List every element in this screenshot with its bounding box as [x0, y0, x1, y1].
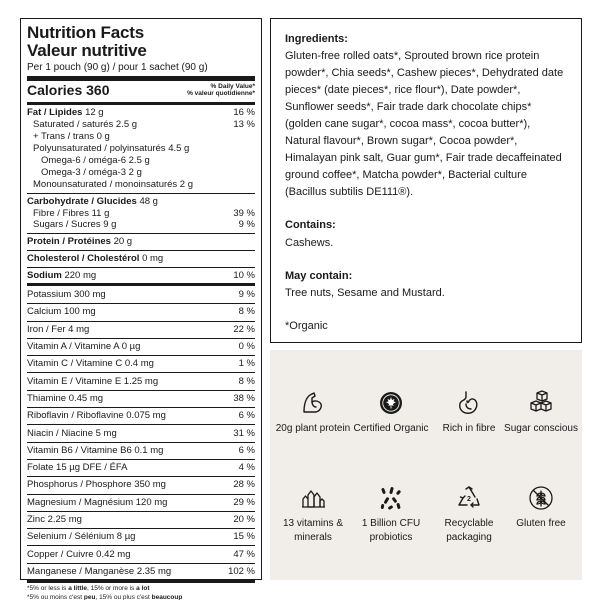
mineral-row	[27, 459, 255, 476]
nutrition-title-en: Nutrition Facts	[27, 23, 144, 42]
mineral-dv: 22 %	[233, 323, 255, 335]
ingredients-panel	[270, 18, 582, 343]
mineral-dv: 28 %	[233, 479, 255, 491]
crystals-icon	[300, 485, 326, 511]
ingredients-heading: Ingredients:	[285, 33, 348, 45]
minerals-list	[27, 283, 255, 580]
feature-probiotics	[352, 485, 430, 544]
protein-amount: 20 g	[113, 236, 133, 248]
saturated-label: Saturated / saturés 2.5 g	[33, 118, 138, 130]
mineral-label: Iron / Fer 4 mg	[27, 323, 90, 335]
trans-label-row	[27, 131, 255, 143]
carb-row	[27, 196, 255, 208]
feature-label: Certified Organic	[353, 423, 429, 434]
gluten-free-icon	[528, 485, 554, 511]
mineral-label: Copper / Cuivre 0.42 mg	[27, 548, 131, 560]
mineral-dv: 9 %	[238, 288, 255, 300]
sugars-row	[27, 219, 255, 231]
mineral-row	[27, 303, 255, 320]
mineral-row	[27, 338, 255, 355]
fibre-label: Fibre / Fibres 11 g	[33, 207, 110, 219]
footnote-bold: a lot	[136, 584, 150, 592]
mineral-label: Niacin / Niacine 5 mg	[27, 427, 117, 439]
omega6-row	[27, 155, 255, 167]
mineral-dv: 47 %	[233, 548, 255, 560]
mono-label: Monounsaturated / monoinsaturés 2 g	[33, 178, 194, 190]
bacteria-icon	[378, 485, 404, 511]
calories: Calories 360	[27, 82, 110, 99]
fat-amount: 12 g	[85, 106, 104, 118]
mineral-label: Riboflavin / Riboflavine 0.075 mg	[27, 410, 166, 422]
mineral-dv: 102 %	[228, 565, 255, 577]
stomach-icon	[456, 390, 482, 416]
feature-label: 20g plant protein	[275, 423, 351, 434]
mineral-label: Phosphorus / Phosphore 350 mg	[27, 479, 166, 491]
footnote-en	[27, 585, 255, 594]
mineral-row	[27, 321, 255, 338]
mineral-row	[27, 424, 255, 441]
feature-label: Rich in fibre	[442, 423, 496, 434]
mineral-label: Vitamin A / Vitamine A 0 µg	[27, 341, 141, 353]
feature-vitamins	[274, 485, 352, 544]
feature-sugar	[502, 390, 580, 436]
fat-dv: 16 %	[233, 106, 255, 118]
fibre-dv: 39 %	[233, 207, 255, 219]
carb-amount: 48 g	[139, 195, 158, 207]
footnote-bold: beaucoup	[151, 593, 183, 600]
poly-row	[27, 143, 255, 155]
mineral-row	[27, 476, 255, 493]
nutrition-title-fr: Valeur nutritive	[27, 40, 147, 60]
feature-fibre	[430, 390, 508, 436]
mineral-row	[27, 286, 255, 303]
sugars-dv: 9 %	[238, 219, 255, 231]
sodium-label: Sodium	[27, 270, 62, 282]
mineral-dv: 29 %	[233, 496, 255, 508]
mineral-dv: 31 %	[233, 427, 255, 439]
cholesterol-amount: 0 mg	[142, 253, 164, 265]
flexed-arm-icon	[300, 390, 326, 416]
omega3-row	[27, 167, 255, 179]
mineral-row	[27, 563, 255, 580]
mineral-row	[27, 494, 255, 511]
mineral-label: Vitamin B6 / Vitamine B6 0.1 mg	[27, 444, 164, 456]
mineral-row	[27, 528, 255, 545]
mineral-label: Thiamine 0.45 mg	[27, 392, 104, 404]
sat-trans-dv: 13 %	[233, 119, 255, 131]
mineral-label: Vitamin E / Vitamine E 1.25 mg	[27, 375, 159, 387]
feature-gluten-free	[502, 485, 580, 531]
sugars-label: Sugars / Sucres 9 g	[33, 219, 117, 231]
mineral-label: Potassium 300 mg	[27, 288, 106, 300]
mineral-label: Zinc 2.25 mg	[27, 514, 82, 525]
dv-header-en: % Daily Value*	[210, 83, 255, 91]
feature-label: Recyclable packaging	[444, 518, 494, 543]
mineral-label: Calcium 100 mg	[27, 306, 96, 318]
omega3-label: Omega-3 / oméga-3 2 g	[41, 166, 142, 178]
mineral-row	[27, 511, 255, 528]
fibre-row	[27, 208, 255, 220]
mineral-dv: 8 %	[238, 375, 255, 387]
mineral-row	[27, 442, 255, 459]
mineral-label: Vitamin C / Vitamine C 0.4 mg	[27, 358, 154, 370]
mineral-row	[27, 355, 255, 372]
organic-note: *Organic	[285, 319, 328, 332]
footnote-text: , 15% or more is	[86, 584, 137, 592]
footnote-fr	[27, 594, 255, 600]
protein-row	[27, 233, 255, 250]
may-contain-heading: May contain:	[285, 269, 353, 282]
nutrition-facts-table	[20, 18, 262, 600]
mineral-label: Folate 15 µg DFE / ÉFA	[27, 462, 128, 474]
mineral-row	[27, 407, 255, 424]
mineral-label: Magnesium / Magnésium 120 mg	[27, 496, 168, 508]
mono-row	[27, 179, 255, 191]
feature-label: 1 Billion CFU probiotics	[361, 518, 421, 543]
mineral-dv: 6 %	[238, 444, 255, 456]
footnote-text: , 15% ou plus c'est	[95, 593, 152, 600]
mineral-dv: 38 %	[233, 392, 255, 404]
mineral-dv: 6 %	[238, 410, 255, 422]
feature-organic	[352, 390, 430, 436]
sodium-row	[27, 267, 255, 283]
carb-group	[27, 193, 255, 234]
footnote-bold: peu	[83, 593, 96, 600]
feature-label: Sugar conscious	[504, 423, 578, 434]
omega6-label: Omega-6 / oméga-6 2.5 g	[41, 155, 150, 167]
contains-heading: Contains:	[285, 219, 336, 232]
mineral-row	[27, 390, 255, 407]
features-panel	[270, 350, 582, 580]
cholesterol-label: Cholesterol / Cholestérol	[27, 253, 140, 265]
footnote-bold: a little	[68, 584, 87, 592]
carb-label: Carbohydrate / Glucides	[27, 195, 137, 207]
protein-label: Protein / Protéines	[27, 236, 111, 248]
trans-label: + Trans / trans 0 g	[33, 131, 110, 143]
sodium-amount: 220 mg	[64, 270, 97, 282]
mineral-row	[27, 372, 255, 389]
mineral-label: Manganese / Manganèse 2.35 mg	[27, 565, 172, 577]
fat-label: Fat / Lipides	[27, 106, 83, 118]
fat-group	[27, 105, 255, 193]
poly-label: Polyunsaturated / polyinsaturés 4.5 g	[33, 143, 190, 155]
fat-row	[27, 107, 255, 119]
feature-label: Gluten free	[516, 518, 566, 529]
feature-recyclable	[430, 485, 508, 544]
ingredients-text: Gluten-free rolled oats*, Sprouted brown rice protein powder*, Chia seeds*, Cashew pieces*, Dehydrated date pieces* (date pieces*, rice flour*), Date powder*, Sunflower seeds*, Fair trade dark chocolate chips* (golden cane sugar*, cocoa mass*, cocoa butter*), Natural flavour*, Brown sugar*, Cocoa powder*, Himalayan pink salt, Guar gum*, Fair trade decaffeinated ground coffee*, Matcha powder*, Bacterial culture (Bacillus subtilis DE111®).	[285, 50, 564, 199]
may-contain-text: Tree nuts, Sesame and Mustard.	[285, 286, 445, 299]
cholesterol-row	[27, 250, 255, 267]
footnote-text: *5% ou moins c'est	[27, 593, 84, 600]
nutrition-footnote	[27, 580, 255, 600]
mineral-label: Selenium / Sélénium 8 µg	[27, 531, 136, 543]
sodium-dv: 10 %	[233, 270, 255, 282]
calories-row	[27, 81, 255, 105]
mineral-dv: 8 %	[238, 306, 255, 318]
contains-block	[285, 217, 567, 251]
contains-text: Cashews.	[285, 236, 334, 249]
may-contain-block	[285, 268, 567, 302]
daily-value-header	[187, 83, 255, 97]
dv-header-fr: % valeur quotidienne*	[187, 90, 255, 98]
serving-size: Per 1 pouch (90 g) / pour 1 sachet (90 g)	[27, 62, 255, 82]
feature-label: 13 vitamins & minerals	[282, 518, 344, 543]
footnote-text: *5% or less is	[27, 584, 69, 592]
recycle-2-icon	[456, 485, 482, 511]
mineral-dv: 0 %	[238, 341, 255, 353]
feature-protein	[274, 390, 352, 436]
ingredients-block	[285, 31, 567, 201]
mineral-dv: 4 %	[238, 462, 255, 474]
svg-text:2: 2	[467, 496, 471, 503]
mineral-dv: 20 %	[233, 514, 255, 525]
mineral-row	[27, 545, 255, 562]
mineral-dv: 1 %	[238, 358, 255, 370]
certified-organic-seal-icon	[378, 390, 404, 416]
sugar-cubes-icon	[528, 390, 554, 416]
mineral-dv: 15 %	[233, 531, 255, 543]
